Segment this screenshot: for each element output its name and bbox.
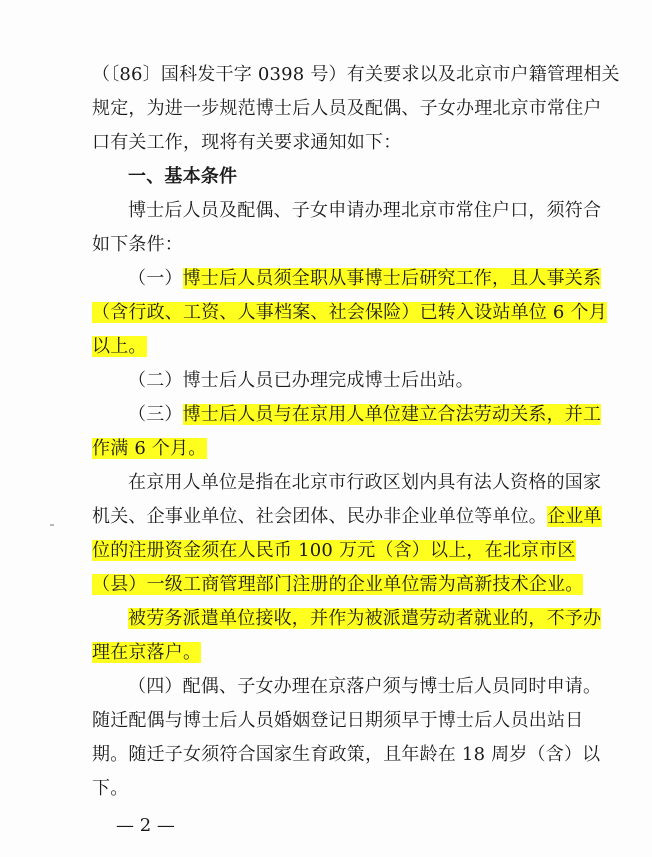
page-number <box>116 814 175 838</box>
text-line-11 <box>128 398 601 432</box>
text-line-10 <box>128 364 474 398</box>
text-run: （四）配偶、子女办理在京落户须与博士后人员同时申请。 <box>128 676 602 697</box>
text-line-14 <box>92 500 602 534</box>
text-run: 下。 <box>92 778 129 799</box>
text-line-22 <box>92 772 128 806</box>
margin-mark <box>50 524 54 526</box>
text-line-7 <box>128 262 601 296</box>
text-line-19 <box>128 670 601 704</box>
text-line-3 <box>92 126 401 160</box>
text-run: 随迁配偶与博士后人员婚姻登记日期须早于博士后人员出站日 <box>92 710 584 731</box>
text-run: 在京用人单位是指在北京市行政区划内具有法人资格的国家 <box>128 472 602 493</box>
text-run: （〔86〕国科发干字 0398 号）有关要求以及北京市户籍管理相关 <box>92 64 620 85</box>
text-line-8 <box>92 296 607 330</box>
section-heading <box>128 160 237 194</box>
highlighted-text: 被劳务派遣单位接收，并作为被派遣劳动者就业的，不予办 <box>128 608 602 629</box>
text-line-18 <box>92 636 201 670</box>
text-run: 博士后人员及配偶、子女申请办理北京市常住户口，须符合 <box>128 200 602 221</box>
text-run: 如下条件： <box>92 234 183 255</box>
text-line-9 <box>92 330 147 364</box>
section-heading-text: 一、基本条件 <box>128 166 238 187</box>
text-line-1 <box>92 58 620 92</box>
text-line-17 <box>128 602 601 636</box>
highlighted-text: （含行政、工资、人事档案、社会保险）已转入设站单位 6 个月 <box>92 302 607 323</box>
highlighted-text: 博士后人员须全职从事博士后研究工作，且人事关系 <box>182 268 602 289</box>
highlighted-text: 博士后人员与在京用人单位建立合法劳动关系，并工 <box>182 404 602 425</box>
text-line-20 <box>92 704 583 738</box>
text-line-12 <box>92 432 207 466</box>
text-run: （三） <box>128 404 183 425</box>
text-line-21 <box>92 738 600 772</box>
text-line-5 <box>128 194 601 228</box>
page-number-value: 2 <box>139 815 152 836</box>
text-line-16 <box>92 568 583 602</box>
text-run: 规定，为进一步规范博士后人员及配偶、子女办理北京市常住户 <box>92 98 602 119</box>
text-line-2 <box>92 92 602 126</box>
highlighted-text: 理在京落户。 <box>92 642 202 663</box>
highlighted-text: 作满 6 个月。 <box>92 438 207 459</box>
highlighted-text: 企业单 <box>547 506 602 527</box>
text-line-6 <box>92 228 183 262</box>
text-line-13 <box>128 466 601 500</box>
text-run: （一） <box>128 268 183 289</box>
page-number-dash-left: — <box>116 815 134 836</box>
highlighted-text: 位的注册资金须在人民币 100 万元（含）以上，在北京市区 <box>92 540 576 561</box>
text-run: （二）博士后人员已办理完成博士后出站。 <box>128 370 474 391</box>
text-run: 期。随迁子女须符合国家生育政策，且年龄在 18 周岁（含）以 <box>92 744 601 765</box>
highlighted-text: 以上。 <box>92 336 147 357</box>
text-line-15 <box>92 534 576 568</box>
text-run: 机关、企事业单位、社会团体、民办非企业单位等单位。 <box>92 506 547 527</box>
page-number-dash-right: — <box>156 815 175 836</box>
highlighted-text: （县）一级工商管理部门注册的企业单位需为高新技术企业。 <box>92 574 584 595</box>
text-run: 口有关工作，现将有关要求通知如下： <box>92 132 402 153</box>
